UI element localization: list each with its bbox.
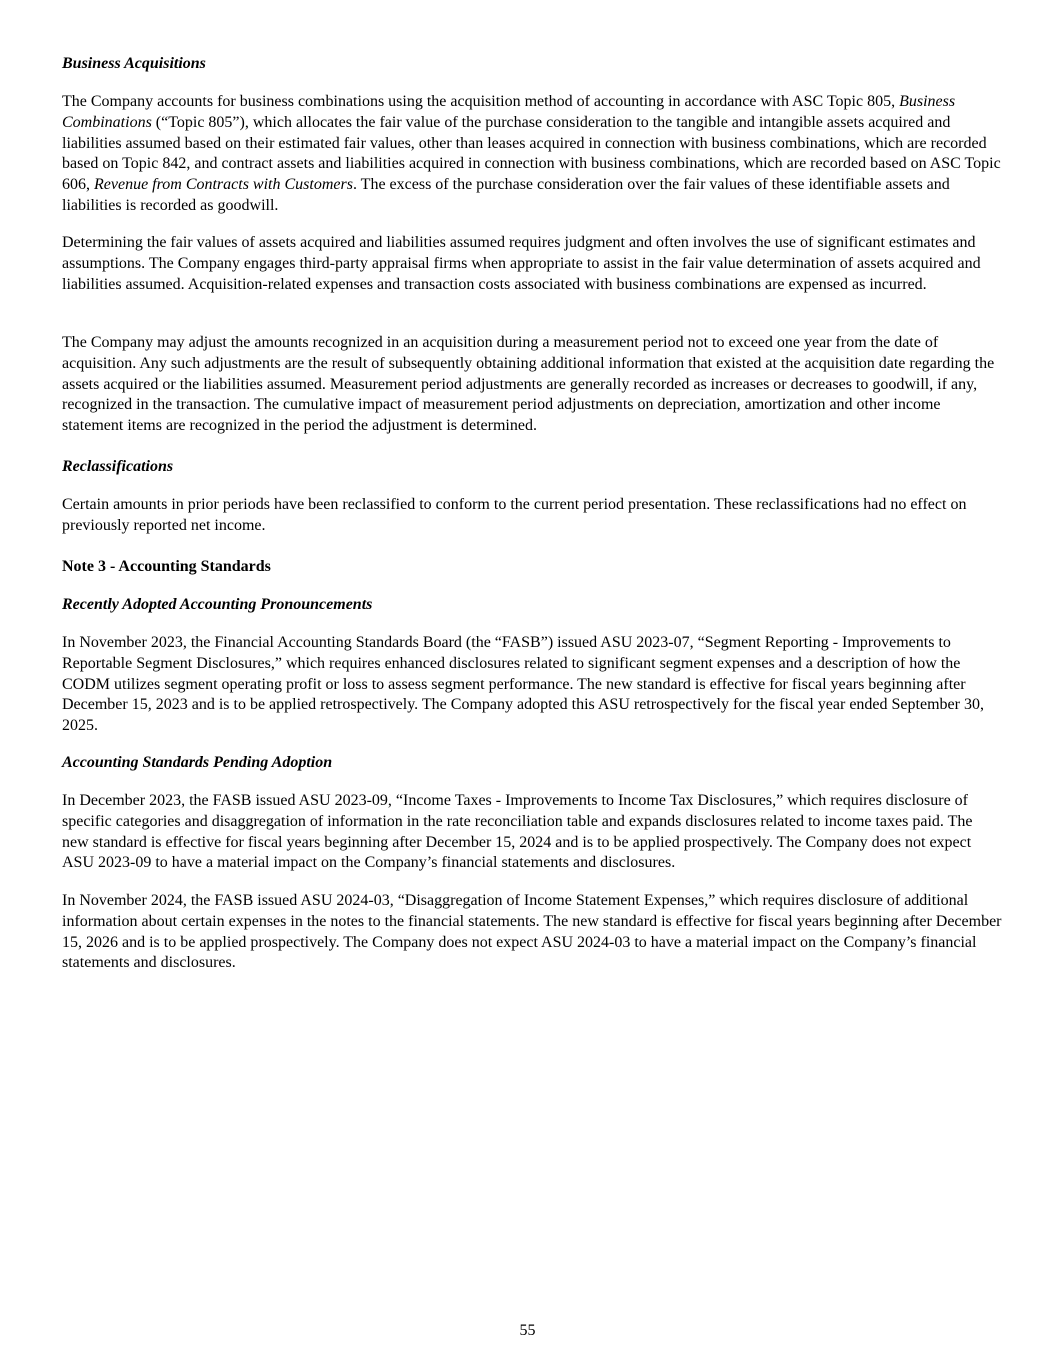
heading-note-3: Note 3 - Accounting Standards: [62, 558, 271, 575]
paragraph-reclassifications: Certain amounts in prior periods have been reclassified to conform to the current period presentation. These reclassifications had no effect on previously reported net income.: [62, 496, 967, 534]
heading-reclassifications: Reclassifications: [62, 458, 174, 475]
page-number: 55: [519, 1322, 536, 1339]
paragraph-business-acquisitions-2: Determining the fair values of assets acquired and liabilities assumed requires judgment and often involves the use of significant estimates and assumptions. The Company engages third-party appraisal firms when appropriate to assist in the fair value determination of assets acquired and liabilities assumed. Acquisition-related expenses and transaction costs associated with business combinations are expensed as incurred.: [62, 234, 981, 293]
heading-business-acquisitions: Business Acquisitions: [62, 55, 206, 72]
paragraph-business-acquisitions-3: The Company may adjust the amounts recognized in an acquisition during a measurement period not to exceed one year from the date of acquisition. Any such adjustments are the result of subsequently obtaining additional information that existed at the acquisition date regarding the assets acquired or the liabilities assumed. Measurement period adjustments are generally recorded as increases or decreases to goodwill, if any, recognized in the transaction. The cumulative impact of measurement period adjustments on depreciation, amortization and other income statement items are recognized in the period the adjustment is determined.: [62, 334, 995, 434]
paragraph-business-acquisitions-1: The Company accounts for business combinations using the acquisition method of accounting in accordance with ASC Topic 805, Business Combinations (“Topic 805”), which allocates the fair value of the purchase consideration to the tangible and intangible assets acquired and liabilities assumed based on their estimated fair values, other than leases acquired in connection with business combinations, which are recorded based on Topic 842, and contract assets and liabilities acquired in connection with business combinations, which are recorded based on ASC Topic 606, Revenue from Contracts with Customers. The excess of the purchase consideration over the fair values of these identifiable assets and liabilities is recorded as goodwill.: [62, 93, 1001, 214]
paragraph-pending-adoption-2: In November 2024, the FASB issued ASU 2024-03, “Disaggregation of Income Statement Expenses,” which requires disclosure of additional information about certain expenses in the notes to the financial statements. The new standard is effective for fiscal years beginning after December 15, 2026 and is to be applied prospectively. The Company does not expect ASU 2024-03 to have a material impact on the Company’s financial statements and disclosures.: [62, 892, 1002, 972]
paragraph-pending-adoption-1: In December 2023, the FASB issued ASU 2023-09, “Income Taxes - Improvements to Income Tax Disclosures,” which requires disclosure of specific categories and disaggregation of information in the rate reconciliation table and expands disclosures related to income taxes paid. The new standard is effective for fiscal years beginning after December 15, 2024 and is to be applied prospectively. The Company does not expect ASU 2023-09 to have a material impact on the Company’s financial statements and disclosures.: [62, 792, 973, 872]
paragraph-recently-adopted: In November 2023, the Financial Accounting Standards Board (the “FASB”) issued ASU 2023-07, “Segment Reporting - Improvements to Reportable Segment Disclosures,” which requires enhanced disclosures related to significant segment expenses and a description of how the CODM utilizes segment operating profit or loss to assess segment performance. The new standard is effective for fiscal years beginning after December 15, 2023 and is to be applied retrospectively. The Company adopted this ASU retrospectively for the fiscal year ended September 30, 2025.: [62, 634, 984, 734]
heading-recently-adopted: Recently Adopted Accounting Pronouncements: [62, 596, 373, 613]
heading-pending-adoption: Accounting Standards Pending Adoption: [62, 754, 333, 771]
